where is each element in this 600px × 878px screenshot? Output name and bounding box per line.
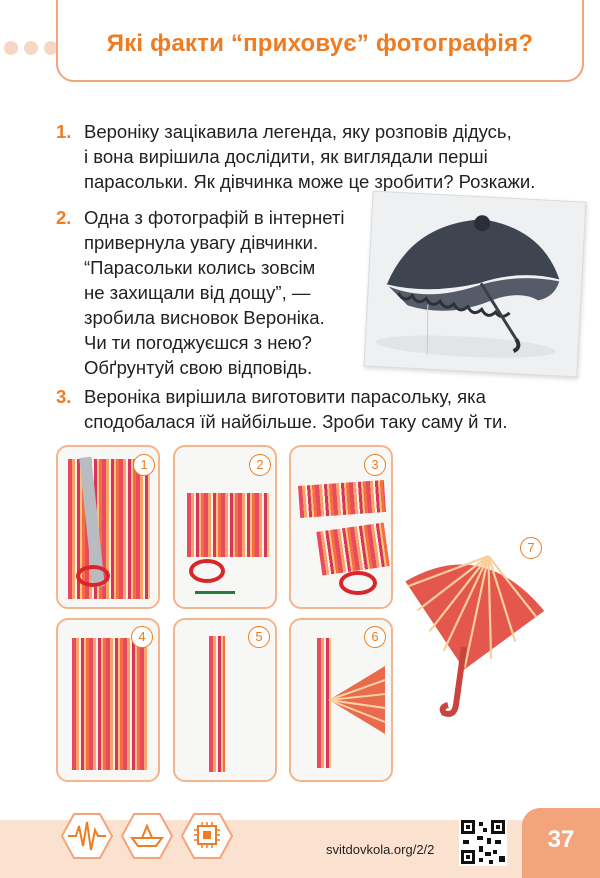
circuit-chip-icon (180, 812, 234, 860)
task-line: Вероніка вирішила виготовити парасольку, яка (84, 386, 486, 407)
footer-url[interactable]: svitdovkola.org/2/2 (326, 842, 435, 857)
task-number: 2. (56, 207, 72, 228)
finished-paper-umbrella (398, 545, 568, 725)
lace-parasol-image (365, 192, 586, 377)
task-line: Вероніку зацікавила легенда, яку розповів дідусь, (84, 121, 512, 142)
task-number: 3. (56, 386, 72, 407)
step-badge: 6 (364, 626, 386, 648)
task-line: Одна з фотографій в інтернеті (84, 207, 345, 228)
step-badge: 1 (133, 454, 155, 476)
step-badge: 5 (248, 626, 270, 648)
task-line: не захищали від дощу”, — (84, 282, 311, 303)
step-badge: 2 (249, 454, 271, 476)
task-line: “Парасольки колись зовсім (84, 257, 316, 278)
task-line: парасольки. Як дівчинка може це зробити? Розкажи. (84, 171, 536, 192)
step-badge: 3 (364, 454, 386, 476)
task-line: сподобалася їй найбільше. Зроби таку саму й ти. (84, 411, 508, 432)
paper-boat-icon (120, 812, 174, 860)
task-line: привернула увагу дівчинки. (84, 232, 319, 253)
sound-wave-icon (60, 812, 114, 860)
qr-code-icon[interactable] (459, 818, 507, 866)
task-number: 1. (56, 121, 72, 142)
task-line: Чи ти погоджуєшся з нею? (84, 332, 312, 353)
task-line: Обґрунтуй свою відповідь. (84, 357, 313, 378)
task-1 (56, 119, 564, 194)
vintage-umbrella-photo (364, 191, 587, 378)
step-badge: 7 (520, 537, 542, 559)
task-3 (56, 384, 564, 434)
task-line: і вона вирішила дослідити, як виглядали перші (84, 146, 488, 167)
page-title: Які факти “приховує” фотографія? (106, 30, 534, 57)
task-line: зробила висновок Вероніка. (84, 307, 325, 328)
task-2 (56, 205, 364, 380)
page-number: 37 (547, 826, 575, 853)
step-badge: 4 (131, 626, 153, 648)
